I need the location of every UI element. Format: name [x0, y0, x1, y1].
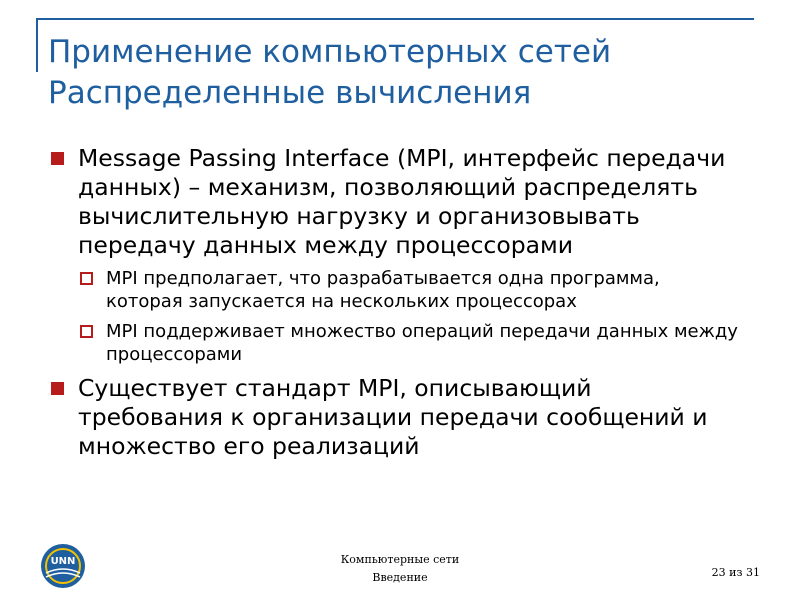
- slide-title-line-1: Применение компьютерных сетей: [48, 34, 612, 70]
- slide-title: [48, 32, 768, 114]
- bullet-item: [48, 374, 738, 461]
- hollow-square-bullet-icon: [80, 325, 93, 338]
- square-bullet-icon: [51, 382, 64, 395]
- logo-text: UNN: [50, 556, 76, 567]
- sub-bullet-item: [78, 321, 738, 366]
- sub-bullet-list: [48, 268, 738, 366]
- hollow-square-bullet-icon: [80, 272, 93, 285]
- footer-course-title: Компьютерные сети: [340, 553, 460, 566]
- square-bullet-icon: [51, 152, 64, 165]
- bullet-item: [48, 144, 738, 260]
- footer-section-title: Введение: [372, 571, 428, 584]
- sub-bullet-text: MPI поддерживает множество операций передачи данных между процессорами: [106, 321, 738, 365]
- slide-title-line-2: Распределенные вычисления: [48, 75, 532, 111]
- bullet-text: Существует стандарт MPI, описывающий требования к организации передачи сообщений и множество его реализаций: [78, 374, 708, 460]
- page-number: 23 из 31: [711, 566, 760, 579]
- title-frame-top-line: [36, 18, 754, 20]
- unn-logo-icon: [40, 543, 86, 589]
- sub-bullet-text: MPI предполагает, что разрабатывается одна программа, которая запускается на нескольких процессорах: [106, 268, 660, 312]
- title-frame-left-line: [36, 18, 38, 72]
- bullet-text: Message Passing Interface (MPI, интерфейс передачи данных) – механизм, позволяющий распределять вычислительную нагрузку и организовывать передачу данных между процессорами: [78, 144, 726, 259]
- sub-bullet-item: [78, 268, 738, 313]
- slide-content: [48, 144, 738, 469]
